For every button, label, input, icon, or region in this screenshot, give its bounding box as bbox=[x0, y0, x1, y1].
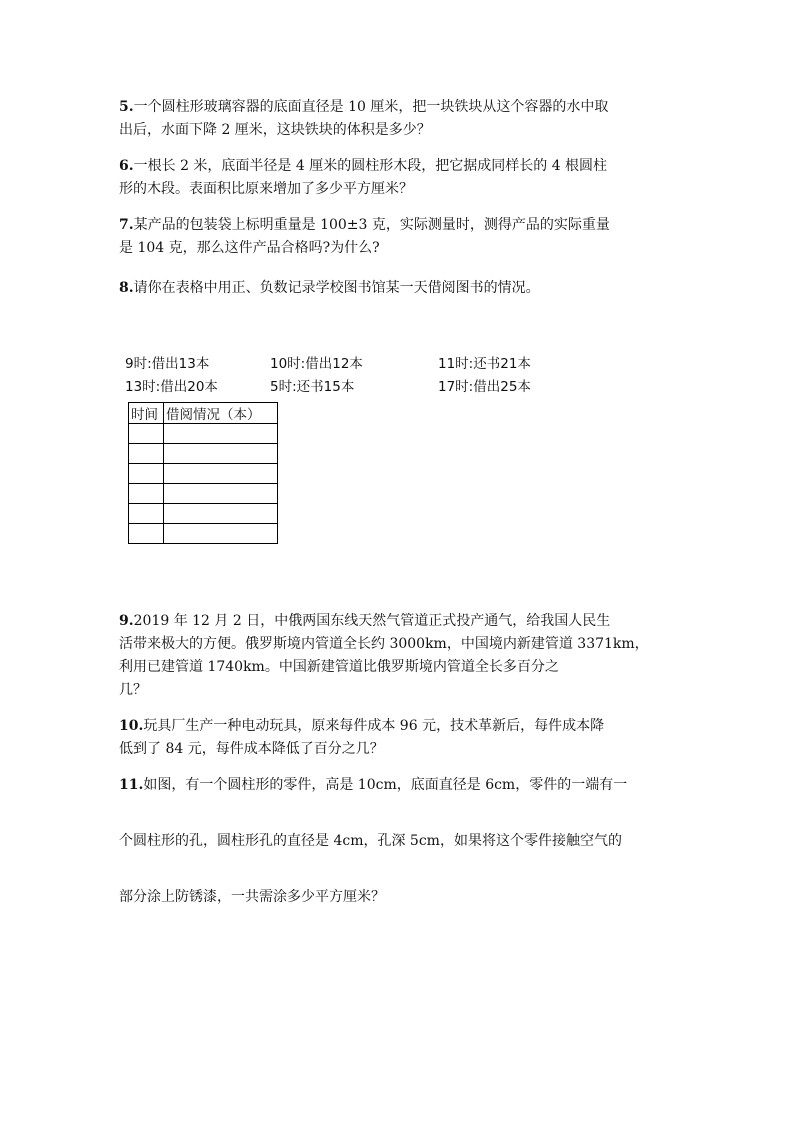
table-row bbox=[129, 484, 278, 504]
question-text-line: 请你在表格中用正、负数记录学校图书馆某一天借阅图书的情况。 bbox=[133, 280, 540, 296]
question-9 bbox=[119, 610, 689, 702]
table-row bbox=[129, 504, 278, 524]
borrow-record-table bbox=[128, 402, 278, 544]
record-item: 10时:借出12本 bbox=[270, 356, 363, 372]
question-11-continued bbox=[119, 886, 689, 909]
record-item: 5时:还书15本 bbox=[270, 379, 355, 395]
header-borrow-status: 借阅情况（本） bbox=[164, 403, 278, 424]
question-text-line: 活带来极大的方便。俄罗斯境内管道全长约 3000km，中国境内新建管道 3371km， bbox=[119, 636, 649, 652]
table-row bbox=[129, 524, 278, 544]
time-cell[interactable] bbox=[129, 504, 164, 524]
question-11 bbox=[119, 774, 689, 797]
status-cell[interactable] bbox=[164, 504, 278, 524]
question-text-line: 某产品的包装袋上标明重量是 100±3 克，实际测量时，测得产品的实际重量 bbox=[133, 217, 610, 233]
question-number: 8. bbox=[119, 280, 134, 296]
record-item: 9时:借出13本 bbox=[125, 356, 210, 372]
status-cell[interactable] bbox=[164, 484, 278, 504]
status-cell[interactable] bbox=[164, 444, 278, 464]
record-item: 17时:借出25本 bbox=[438, 379, 531, 395]
question-text-line: 利用已建管道 1740km。中国新建管道比俄罗斯境内管道全长多百分之 bbox=[119, 659, 559, 675]
question-text-line: 一个圆柱形玻璃容器的底面直径是 10 厘米，把一块铁块从这个容器的水中取 bbox=[133, 99, 609, 115]
question-number: 7. bbox=[119, 217, 134, 233]
question-number: 10. bbox=[119, 718, 144, 734]
question-number: 11. bbox=[119, 777, 144, 793]
time-cell[interactable] bbox=[129, 484, 164, 504]
question-6 bbox=[119, 155, 689, 201]
question-text-line: 是 104 克，那么这件产品合格吗?为什么? bbox=[119, 240, 380, 256]
question-text-line: 几？ bbox=[119, 682, 147, 698]
question-number: 9. bbox=[119, 613, 134, 629]
question-text-line: 部分涂上防锈漆，一共需涂多少平方厘米？ bbox=[119, 889, 385, 905]
table-row bbox=[129, 444, 278, 464]
question-text-line: 2019 年 12 月 2 日，中俄两国东线天然气管道正式投产通气，给我国人民生 bbox=[133, 613, 611, 629]
question-number: 5. bbox=[119, 99, 134, 115]
status-cell[interactable] bbox=[164, 424, 278, 444]
question-text-line: 出后，水面下降 2 厘米，这块铁块的体积是多少？ bbox=[119, 122, 431, 138]
question-11-continued bbox=[119, 830, 689, 853]
status-cell[interactable] bbox=[164, 464, 278, 484]
status-cell[interactable] bbox=[164, 524, 278, 544]
question-text-line: 一根长 2 米，底面半径是 4 厘米的圆柱形木段，把它据成同样长的 4 根圆柱 bbox=[133, 158, 608, 174]
question-text-line: 形的木段。表面积比原来增加了多少平方厘米？ bbox=[119, 181, 413, 197]
question-7 bbox=[119, 214, 689, 260]
time-cell[interactable] bbox=[129, 444, 164, 464]
time-cell[interactable] bbox=[129, 524, 164, 544]
time-cell[interactable] bbox=[129, 464, 164, 484]
question-text-line: 低到了 84 元，每件成本降低了百分之几？ bbox=[119, 741, 384, 757]
record-item: 13时:借出20本 bbox=[125, 379, 218, 395]
question-text-line: 玩具厂生产一种电动玩具，原来每件成本 96 元，技术革新后，每件成本降 bbox=[143, 718, 605, 734]
question-text-line: 如图，有一个圆柱形的零件，高是 10cm，底面直径是 6cm，零件的一端有一 bbox=[143, 777, 628, 793]
question-text-line: 个圆柱形的孔，圆柱形孔的直径是 4cm，孔深 5cm，如果将这个零件接触空气的 bbox=[119, 833, 622, 849]
time-cell[interactable] bbox=[129, 424, 164, 444]
table-header-row bbox=[129, 403, 278, 424]
question-10 bbox=[119, 715, 689, 761]
table-row bbox=[129, 464, 278, 484]
question-8 bbox=[119, 277, 689, 300]
record-item: 11时:还书21本 bbox=[438, 356, 531, 372]
question-number: 6. bbox=[119, 158, 134, 174]
table-row bbox=[129, 424, 278, 444]
header-time: 时间 bbox=[129, 403, 164, 424]
question-5 bbox=[119, 96, 689, 142]
